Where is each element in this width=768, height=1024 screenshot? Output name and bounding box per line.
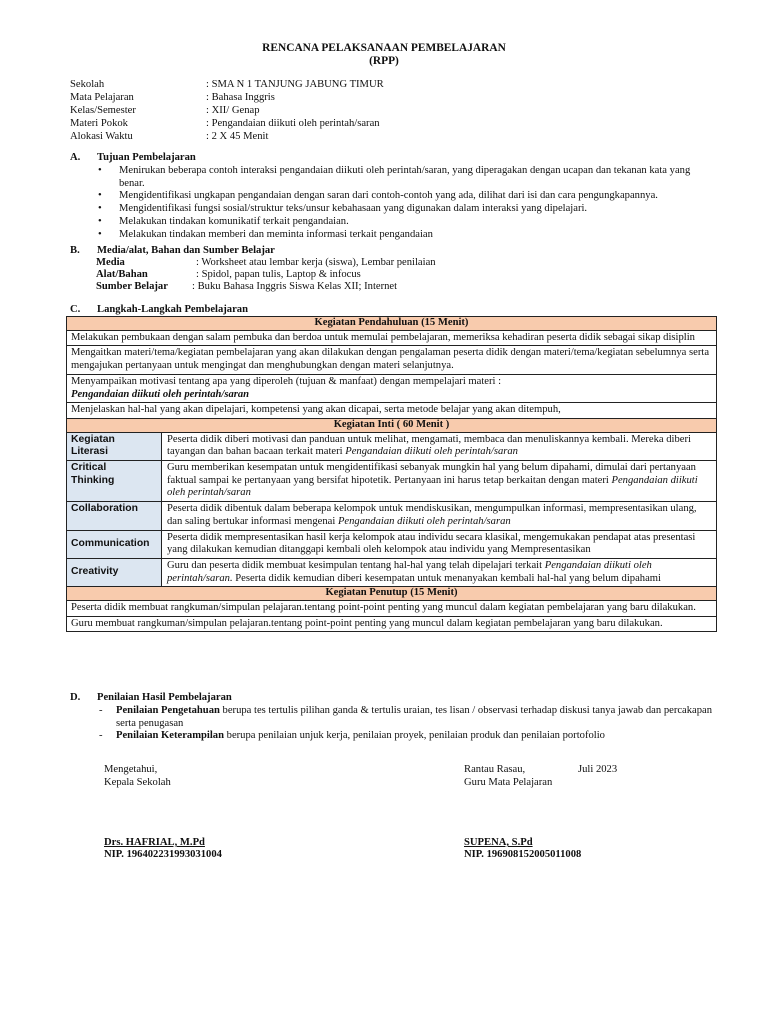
sig-left-nip: NIP. 196402231993031004 [104, 849, 222, 860]
pendahuluan-row: Mengaitkan materi/tema/kegiatan pembelajaran yang akan dilakukan dengan pengalaman peserta didik dengan materi/tema/kegiatan sebelumnya serta mengajukan pertanyaan untuk mengingat dan menghubungkan dengan materi selanjutnya. [67, 346, 717, 374]
list-item [96, 730, 721, 743]
pendahuluan-motivasi-row [67, 374, 717, 402]
collaboration-label: Collaboration [67, 502, 162, 530]
sig-right-line2: Guru Mata Pelajaran [464, 777, 553, 788]
info-value: : XII/ Genap [206, 105, 260, 116]
list-item: • Menirukan beberapa contoh interaksi pengandaian diikuti oleh perintah/saran, yang diperagakan dengan ucapan dan tekanan kata yang benar. [96, 165, 716, 190]
info-value: : Bahasa Inggris [206, 92, 275, 103]
cell-text: Peserta didik kemudian diberi kesempatan untuk menanyakan kembali hal-hal yang belum dipahami [232, 572, 661, 584]
section-letter: D. [70, 692, 81, 703]
section-title: Langkah-Langkah Pembelajaran [97, 304, 248, 315]
side-label-line: Literasi [71, 446, 108, 458]
literasi-label [67, 432, 162, 460]
communication-content: Peserta didik mempresentasikan hasil kerja kelompok atau individu secara klasikal, mengemukakan pendapat atas presentasi yang dilakukan kemudian ditanggapi kembali oleh kelompok atau individu yang Mempresentasikan [162, 530, 717, 558]
media-label: Alat/Bahan [96, 269, 148, 280]
table-row [67, 601, 717, 617]
section-letter: B. [70, 245, 80, 256]
table-row [67, 330, 717, 346]
info-value: : 2 X 45 Menit [206, 131, 269, 142]
list-item: • Melakukan tindakan komunikatif terkait pengandaian. [96, 216, 716, 229]
table-row [67, 374, 717, 402]
table-row [67, 317, 717, 331]
sig-right-nip: NIP. 196908152005011008 [464, 849, 582, 860]
penutup-row: Peserta didik membuat rangkuman/simpulan pelajaran.tentang point-point penting yang muncul dalam kegiatan pembelajaran yang baru dilakukan. [67, 601, 717, 617]
section-title: Tujuan Pembelajaran [97, 152, 196, 163]
cell-topic: Pengandaian diikuti oleh perintah/saran [167, 474, 698, 499]
tujuan-list [96, 165, 716, 241]
section-title: Penilaian Hasil Pembelajaran [97, 692, 232, 703]
info-label: Mata Pelajaran [70, 92, 134, 103]
sig-left-name: Drs. HAFRIAL, M.Pd [104, 837, 205, 848]
cell-text: Peserta didik diberi motivasi dan panduan untuk melihat, mengamati, membaca dan menuliskannya kembali. Mereka diberi tayangan dan bahan bacaan terkait materi [167, 433, 691, 458]
side-label-line: Critical [71, 462, 107, 474]
inti-heading: Kegiatan Inti ( 60 Menit ) [67, 418, 717, 432]
communication-label: Communication [67, 530, 162, 558]
table-row [67, 558, 717, 586]
media-value: : Worksheet atau lembar kerja (siswa), Lembar penilaian [196, 257, 436, 268]
penutup-heading: Kegiatan Penutup (15 Menit) [67, 587, 717, 601]
critical-label [67, 461, 162, 502]
section-title: Media/alat, Bahan dan Sumber Belajar [97, 245, 275, 256]
table-row [67, 432, 717, 460]
literasi-content [162, 432, 717, 460]
list-item [96, 705, 721, 730]
section-c-heading [70, 304, 248, 317]
info-label: Materi Pokok [70, 118, 128, 129]
section-letter: A. [70, 152, 81, 163]
item-bold: Penilaian Keterampilan [116, 730, 224, 742]
table-row [67, 530, 717, 558]
media-label: Sumber Belajar [96, 281, 168, 292]
item-text: berupa penilaian unjuk kerja, penilaian proyek, penilaian produk dan penilaian portofolio [224, 730, 605, 742]
pendahuluan-row: Melakukan pembukaan dengan salam pembuka dan berdoa untuk memulai pembelajaran, memeriksa kehadiran peserta didik sebagai sikap disiplin [67, 330, 717, 346]
side-label-line: Thinking [71, 474, 115, 486]
cell-topic: Pengandaian diikuti oleh perintah/saran [345, 446, 518, 458]
sig-left-line2: Kepala Sekolah [104, 777, 171, 788]
info-value: : SMA N 1 TANJUNG JABUNG TIMUR [206, 79, 384, 90]
list-item: • Melakukan tindakan memberi dan meminta informasi terkait pengandaian [96, 229, 716, 242]
cell-topic: Pengandaian diikuti oleh perintah/saran [337, 515, 511, 527]
media-value: : Spidol, papan tulis, Laptop & infocus [196, 269, 361, 280]
creativity-label: Creativity [67, 558, 162, 586]
sig-right-place: Rantau Rasau, [464, 764, 526, 775]
sig-right-name: SUPENA, S.Pd [464, 837, 533, 848]
section-d-heading [70, 692, 232, 705]
pendahuluan-heading: Kegiatan Pendahuluan (15 Menit) [67, 317, 717, 331]
media-value: : Buku Bahasa Inggris Siswa Kelas XII; Internet [192, 281, 398, 292]
list-item: • Mengidentifikasi ungkapan pengandaian dengan saran dari contoh-contoh yang ada, dilihat dari isi dan cara pengungkapannya. [96, 190, 716, 203]
table-row [67, 346, 717, 374]
document-title: RENCANA PELAKSANAAN PEMBELAJARAN [262, 42, 506, 54]
section-letter: C. [70, 304, 81, 315]
cell-text: Guru memberikan kesempatan untuk mengidentifikasi sebanyak mungkin hal yang belum dipahami, dimulai dari pertanyaan faktual sampai ke pertanyaan yang bersifat hipotetik. Pertanyaan ini harus tetap berkaitan dengan materi [167, 462, 696, 486]
item-text: berupa tes tertulis pilihan ganda & tertulis uraian, tes lisan / observasi terhadap diskusi tanya jawab dan percakapan serta penugasan [116, 705, 713, 729]
motivasi-text: Menyampaikan motivasi tentang apa yang diperoleh (tujuan & manfaat) dengan mempelajari materi : [71, 375, 502, 387]
section-b-heading [70, 245, 275, 258]
cell-text: Peserta didik dibentuk dalam beberapa kelompok untuk mendiskusikan, mengumpulkan informasi, mempresentasikan ulang, dan saling bertukar informasi mengenai [167, 503, 697, 527]
info-label: Alokasi Waktu [70, 131, 133, 142]
sig-right-date: Juli 2023 [578, 764, 618, 775]
media-label: Media [96, 257, 125, 268]
table-row [67, 587, 717, 601]
creativity-content [162, 558, 717, 586]
critical-content [162, 461, 717, 502]
penilaian-list [96, 705, 721, 743]
langkah-table [66, 316, 717, 632]
cell-text: Guru dan peserta didik membuat kesimpulan tentang hal-hal yang telah dipelajari terkait [167, 559, 543, 571]
info-label: Sekolah [70, 79, 105, 90]
table-row [67, 403, 717, 419]
section-a-heading [70, 152, 196, 165]
collaboration-content [162, 502, 717, 530]
table-row [67, 616, 717, 632]
info-value: : Pengandaian diikuti oleh perintah/saran [206, 118, 380, 129]
info-label: Kelas/Semester [70, 105, 136, 116]
table-row [67, 418, 717, 432]
sig-left-line1: Mengetahui, [104, 764, 158, 775]
side-label-line: Kegiatan [71, 433, 115, 445]
document-subtitle: (RPP) [369, 55, 399, 67]
motivasi-topic: Pengandaian diikuti oleh perintah/saran [71, 388, 250, 400]
table-row [67, 461, 717, 502]
cell-topic: Pengandaian diikuti oleh perintah/saran. [167, 559, 652, 584]
table-row [67, 502, 717, 530]
list-item: • Mengidentifikasi fungsi sosial/struktur teks/unsur kebahasaan yang digunakan dalam interaksi yang dipelajari. [96, 203, 716, 216]
pendahuluan-row: Menjelaskan hal-hal yang akan dipelajari, kompetensi yang akan dicapai, serta metode belajar yang akan ditempuh, [67, 403, 717, 419]
item-bold: Penilaian Pengetahuan [116, 705, 220, 716]
penutup-row: Guru membuat rangkuman/simpulan pelajaran.tentang point-point penting yang muncul dalam kegiatan pembelajaran yang baru dilakukan. [67, 616, 717, 632]
